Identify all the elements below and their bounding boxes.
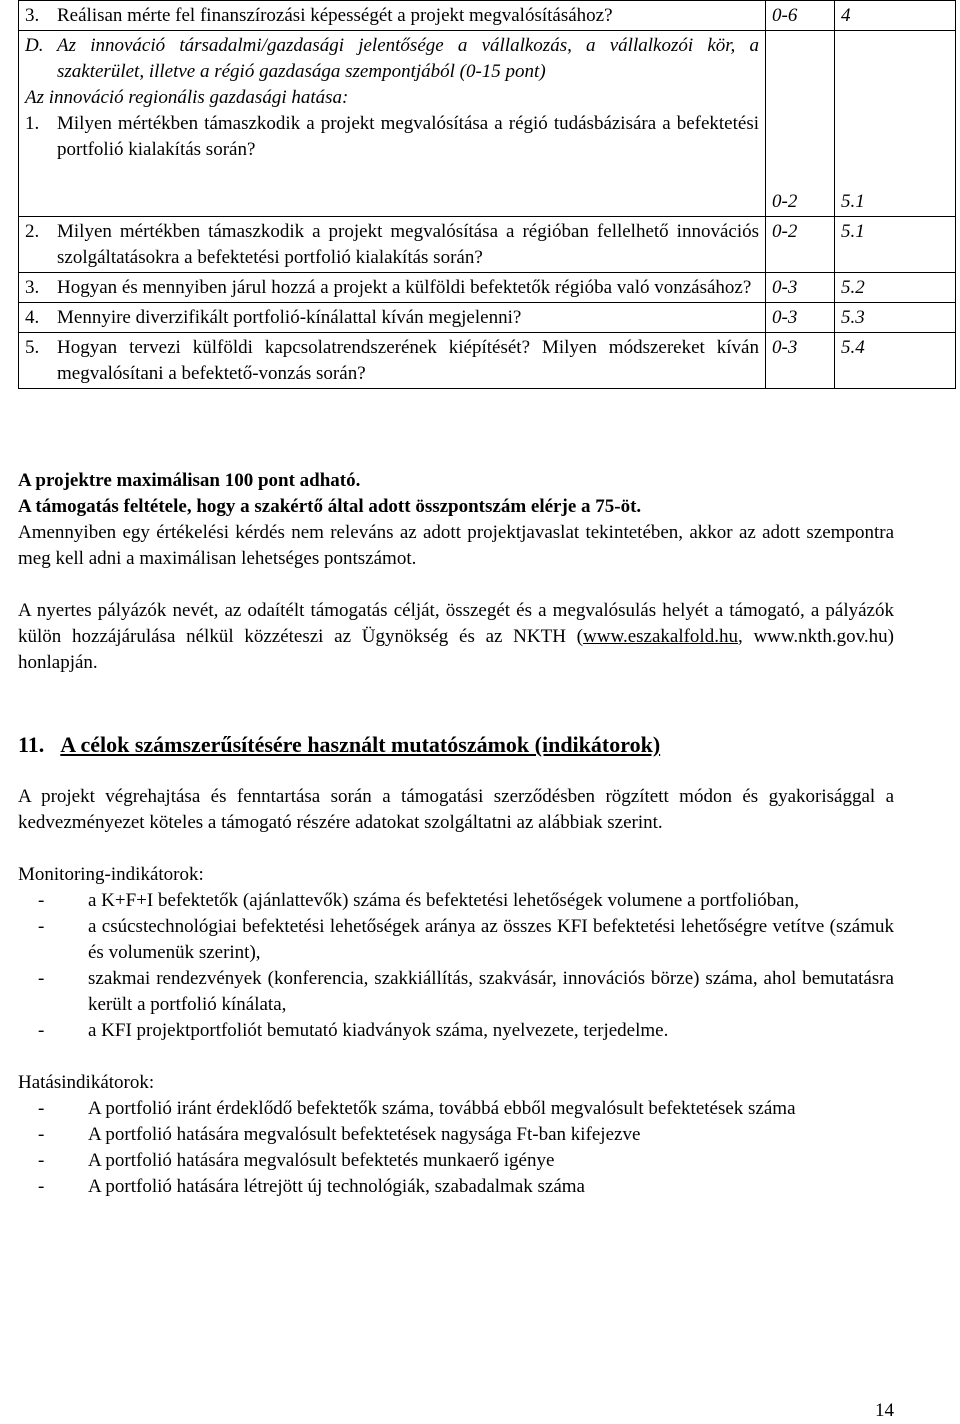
section-letter: D. <box>25 35 44 56</box>
question-cell <box>19 333 766 389</box>
reference-value: 5.1 <box>841 191 865 212</box>
irrelevant-question-note: Amennyiben egy értékelési kérdés nem releváns az adott projektjavaslat tekintetében, akkor az adott szempontra meg kell adni a maximálisan lehetséges pontszámot. <box>18 522 894 569</box>
question-text: Reálisan mérte fel finanszírozási képességét a projekt megvalósításához? <box>57 5 613 26</box>
question-number: 4. <box>25 307 40 328</box>
question-number: 3. <box>25 277 40 298</box>
reference-cell: 5.1 <box>835 217 956 273</box>
score-value: 0-2 <box>772 191 798 212</box>
publication-note: A nyertes pályázók nevét, az odaítélt támogatás célját, összegét és a megvalósulás helyét a támogató, a pályázók külön hozzájárulása nélkül közzéteszi az Ügynökség és az NKTH (www.eszakalfold.hu, www.nkth.gov.hu) honlapján. <box>18 600 894 673</box>
section-title: A célok számszerűsítésére használt mutatószámok (indikátorok) <box>60 732 661 757</box>
reference-cell: 5.4 <box>835 333 956 389</box>
table-row <box>19 303 956 333</box>
body-text <box>18 468 894 1200</box>
eszakalfold-link[interactable]: www.eszakalfold.hu <box>583 626 738 647</box>
list-item: - A portfolió hatására megvalósult befektetés munkaerő igénye <box>38 1150 555 1171</box>
question-number: 3. <box>25 5 40 26</box>
question-number: 2. <box>25 221 40 242</box>
impact-label: Hatásindikátorok: <box>18 1072 155 1093</box>
table-row <box>19 31 956 217</box>
list-item: - A portfolió hatására megvalósult befektetések nagysága Ft-ban kifejezve <box>38 1124 641 1145</box>
reference-cell: 5.2 <box>835 273 956 303</box>
section-number: 11. <box>18 732 45 757</box>
page-number: 14 <box>875 1400 894 1421</box>
table-row <box>19 217 956 273</box>
score-cell: 0-3 <box>766 333 835 389</box>
question-text: Mennyire diverzifikált portfolió-kínálattal kíván megjelenni? <box>57 307 522 328</box>
score-cell: 0-3 <box>766 303 835 333</box>
question-cell <box>19 303 766 333</box>
score-cell <box>766 31 835 217</box>
score-cell: 0-2 <box>766 217 835 273</box>
section-d-cell <box>19 31 766 217</box>
monitoring-label: Monitoring-indikátorok: <box>18 864 204 885</box>
question-number: 5. <box>25 337 40 358</box>
question-cell <box>19 273 766 303</box>
question-text: Hogyan tervezi külföldi kapcsolatrendszerének kiépítését? Milyen módszereket kíván megvalósítani a befektető-vonzás során? <box>57 337 759 384</box>
question-text: Milyen mértékben támaszkodik a projekt megvalósítása a régió tudásbázisára a befektetési portfolió kialakítás során? <box>57 113 759 160</box>
table-row <box>19 1 956 31</box>
table-row <box>19 333 956 389</box>
impact-list <box>18 1096 894 1200</box>
reference-cell <box>835 31 956 217</box>
reference-cell: 4 <box>835 1 956 31</box>
score-cell: 0-6 <box>766 1 835 31</box>
question-cell <box>19 217 766 273</box>
list-item: - A portfolió hatására létrejött új technológiák, szabadalmak száma <box>38 1176 585 1197</box>
list-item: - szakmai rendezvények (konferencia, szakkiállítás, szakvásár, innovációs börze) száma, ahol bemutatásra került a portfolió kínálata, <box>38 968 894 1015</box>
section-subheading: Az innováció regionális gazdasági hatása: <box>25 87 349 108</box>
max-points-note: A projektre maximálisan 100 pont adható. <box>18 470 361 491</box>
question-cell <box>19 1 766 31</box>
section-title: Az innováció társadalmi/gazdasági jelentősége a vállalkozás, a vállalkozói kör, a szakterület, illetve a régió gazdasága szempontjából (0-15 pont) <box>57 35 759 82</box>
monitoring-list <box>18 888 894 1044</box>
question-text: Hogyan és mennyiben járul hozzá a projekt a külföldi befektetők régióba való vonzásához? <box>57 277 752 298</box>
question-text: Milyen mértékben támaszkodik a projekt megvalósítása a régióban fellelhető innovációs szolgáltatásokra a befektetési portfolió kialakítás során? <box>57 221 759 268</box>
reference-cell: 5.3 <box>835 303 956 333</box>
section-intro: A projekt végrehajtása és fenntartása során a támogatási szerződésben rögzített módon és gyakorisággal a kedvezményezet köteles a támogató részére adatokat szolgáltatni az alábbiak szerint. <box>18 786 894 833</box>
list-item: - A portfolió iránt érdeklődő befektetők száma, továbbá ebből megvalósult befektetések száma <box>38 1098 796 1119</box>
question-number: 1. <box>25 113 40 134</box>
score-cell: 0-3 <box>766 273 835 303</box>
list-item: - a K+F+I befektetők (ajánlattevők) száma és befektetési lehetőségek volumene a portfolióban, <box>38 890 799 911</box>
section-11-heading <box>18 730 894 760</box>
list-item: - a KFI projektportfoliót bemutató kiadványok száma, nyelvezete, terjedelme. <box>38 1020 669 1041</box>
list-item: - a csúcstechnológiai befektetési lehetőségek aránya az összes KFI befektetési lehetőségre vetítve (számuk és volumenük szerint), <box>38 916 894 963</box>
table-row <box>19 273 956 303</box>
condition-note: A támogatás feltétele, hogy a szakértő által adott összpontszám elérje a 75-öt. <box>18 496 642 517</box>
evaluation-criteria-table <box>18 0 956 389</box>
